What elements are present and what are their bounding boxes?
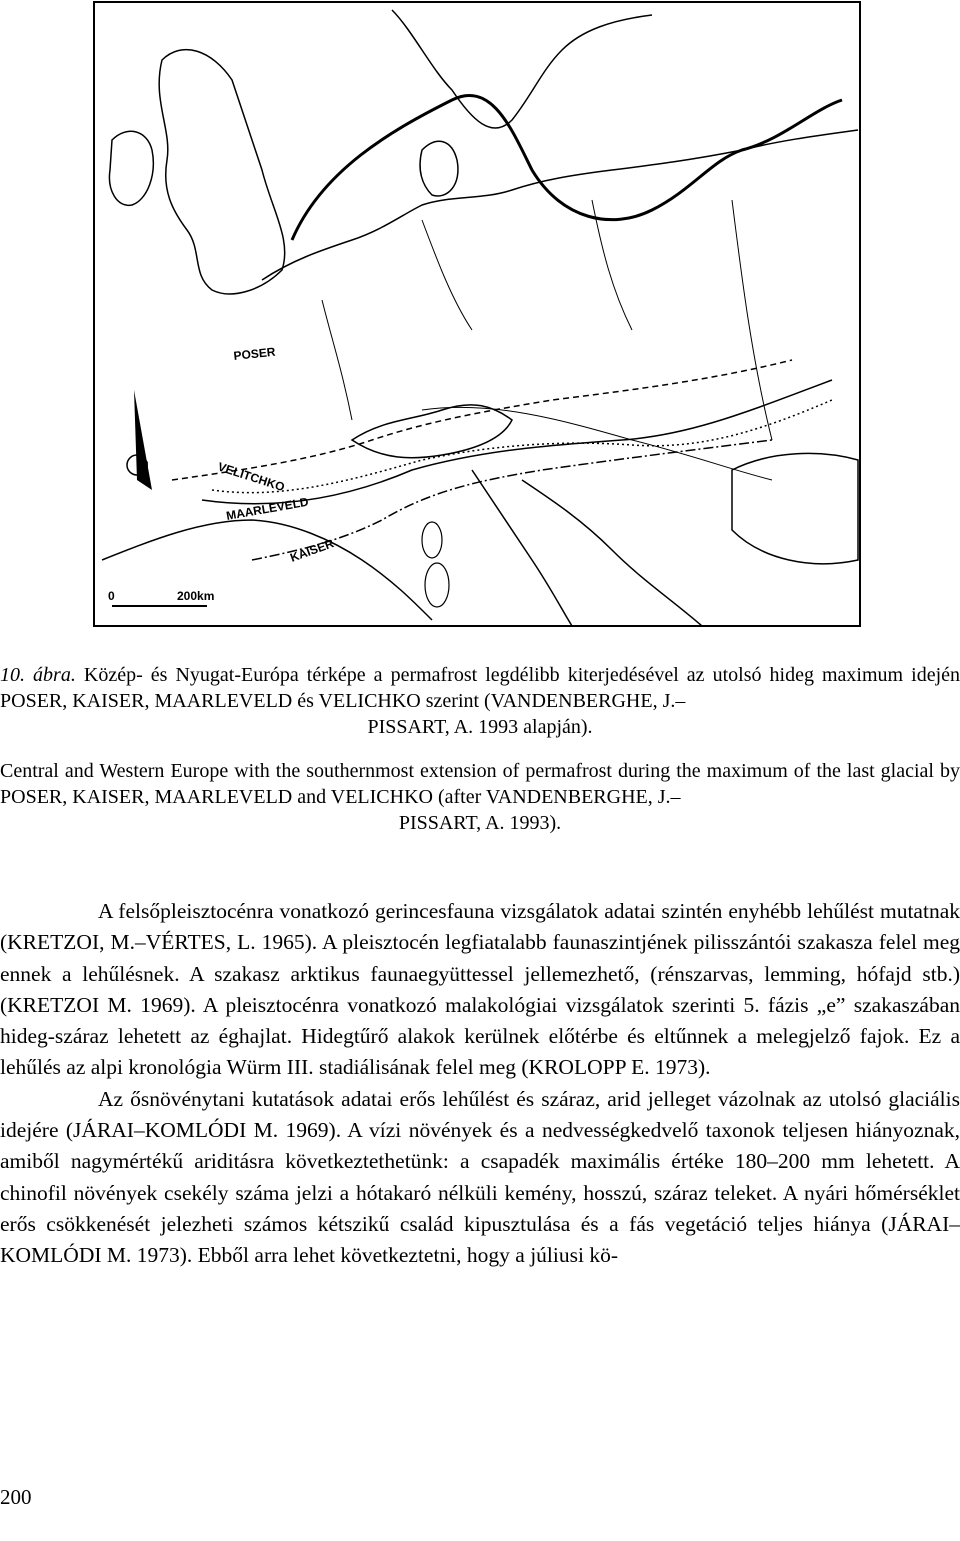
black-sea bbox=[732, 453, 858, 563]
caption-english-text: Central and Western Europe with the southernmost extension of permafrost during the maximum of the last glacial by POSER, KAISER, MAARLEVELD and VELICHKO (after VANDENBERGHE, J.– bbox=[0, 760, 960, 808]
figure-caption-hungarian bbox=[0, 662, 960, 740]
caption-hungarian-text: Közép- és Nyugat-Európa térképe a permafrost legdélibb kiterjedésével az utolsó hideg maximum idején POSER, KAISER, MAARLEVELD és VELICHKO szerint (VANDENBERGHE, J.– bbox=[0, 664, 960, 712]
page-number: 200 bbox=[0, 1485, 32, 1509]
label-maarleveld: MAARLEVELD bbox=[225, 494, 310, 523]
label-poser: POSER bbox=[232, 344, 277, 363]
maarleveld-line bbox=[202, 380, 832, 504]
body-text bbox=[0, 896, 960, 1272]
river-rhine bbox=[322, 300, 352, 420]
paragraph-1: A felsőpleisztocénra vonatkozó gerincesfauna vizsgálatok adatai szintén enyhébb lehűlést mutatnak (KRETZOI, M.–VÉRTES, L. 1965). A pleisztocén legfiatalabb faunaszintjének pilisszántói szakasza felel meg ennek a lehűlésnek. A szakasz arktikus faunaegyüttessel jellemezhető, (rénszarvas, lemming, hófajd stb.) (KRETZOI M. 1969). A pleisztocénra vonatkozó malakológiai vizsgálatok szerinti 5. fázis „e” szakaszában hideg-száraz lehetett az éghajlat. Hidegtűrő alakok kerülnek előtérbe és eltűnnek a melegjelző fajok. Ez a lehűlés az alpi kronológia Würm III. stadiálisának felel meg (KROLOPP E. 1973). bbox=[0, 899, 960, 1080]
paragraph-2: Az ősnövénytani kutatások adatai erős lehűlést és száraz, arid jelleget vázolnak az utolsó glaciális idejére (JÁRAI–KOMLÓDI M. 1969). A vízi növények és a nedvességkedvelő taxonok teljesen hiányoznak, amiből nagymértékű ariditásra következtethetünk: a csapadék maximális értéke 180–200 mm lehetett. A chinofil növények csekély száma jelzi a hótakaró nélküli kemény, hosszú, száraz teleket. A nyári hőmérséklet erős csökkenését jelezheti számos kétszikű család kipusztulása és a fás vegetáció teljes hiánya (JÁRAI–KOMLÓDI M. 1973). Ebből arra lehet következtetni, hogy a júliusi kö- bbox=[0, 1086, 960, 1268]
svg-text:N: N bbox=[140, 459, 149, 473]
poser-line bbox=[172, 360, 792, 480]
svg-text:0: 0 bbox=[108, 589, 115, 603]
coastline-italy bbox=[472, 470, 572, 626]
coastline-continent-north bbox=[262, 130, 858, 280]
figure-caption-english bbox=[0, 758, 960, 836]
permafrost-map-figure bbox=[92, 0, 862, 636]
figure-label: 10. ábra. bbox=[0, 664, 76, 686]
label-kaiser: KAISER bbox=[288, 536, 336, 565]
coastline-denmark bbox=[420, 141, 458, 196]
scale-bar bbox=[108, 589, 214, 606]
coastline-britain bbox=[159, 50, 285, 294]
coastline-balkans bbox=[522, 480, 702, 626]
river-danube bbox=[422, 407, 772, 480]
north-arrow-icon bbox=[127, 390, 152, 490]
coastline-ireland bbox=[109, 131, 153, 205]
island-corsica bbox=[422, 522, 442, 558]
island-sardinia bbox=[425, 563, 449, 607]
ice-sheet-margin bbox=[292, 95, 842, 240]
caption-english-lastline: PISSART, A. 1993). bbox=[398, 812, 562, 834]
alps-outline bbox=[352, 405, 512, 458]
river-elbe bbox=[422, 220, 472, 330]
label-velitchko: VELITCHKO bbox=[216, 459, 287, 495]
caption-hungarian-lastline: PISSART, A. 1993 alapján). bbox=[367, 716, 593, 738]
svg-text:200km: 200km bbox=[177, 589, 215, 603]
